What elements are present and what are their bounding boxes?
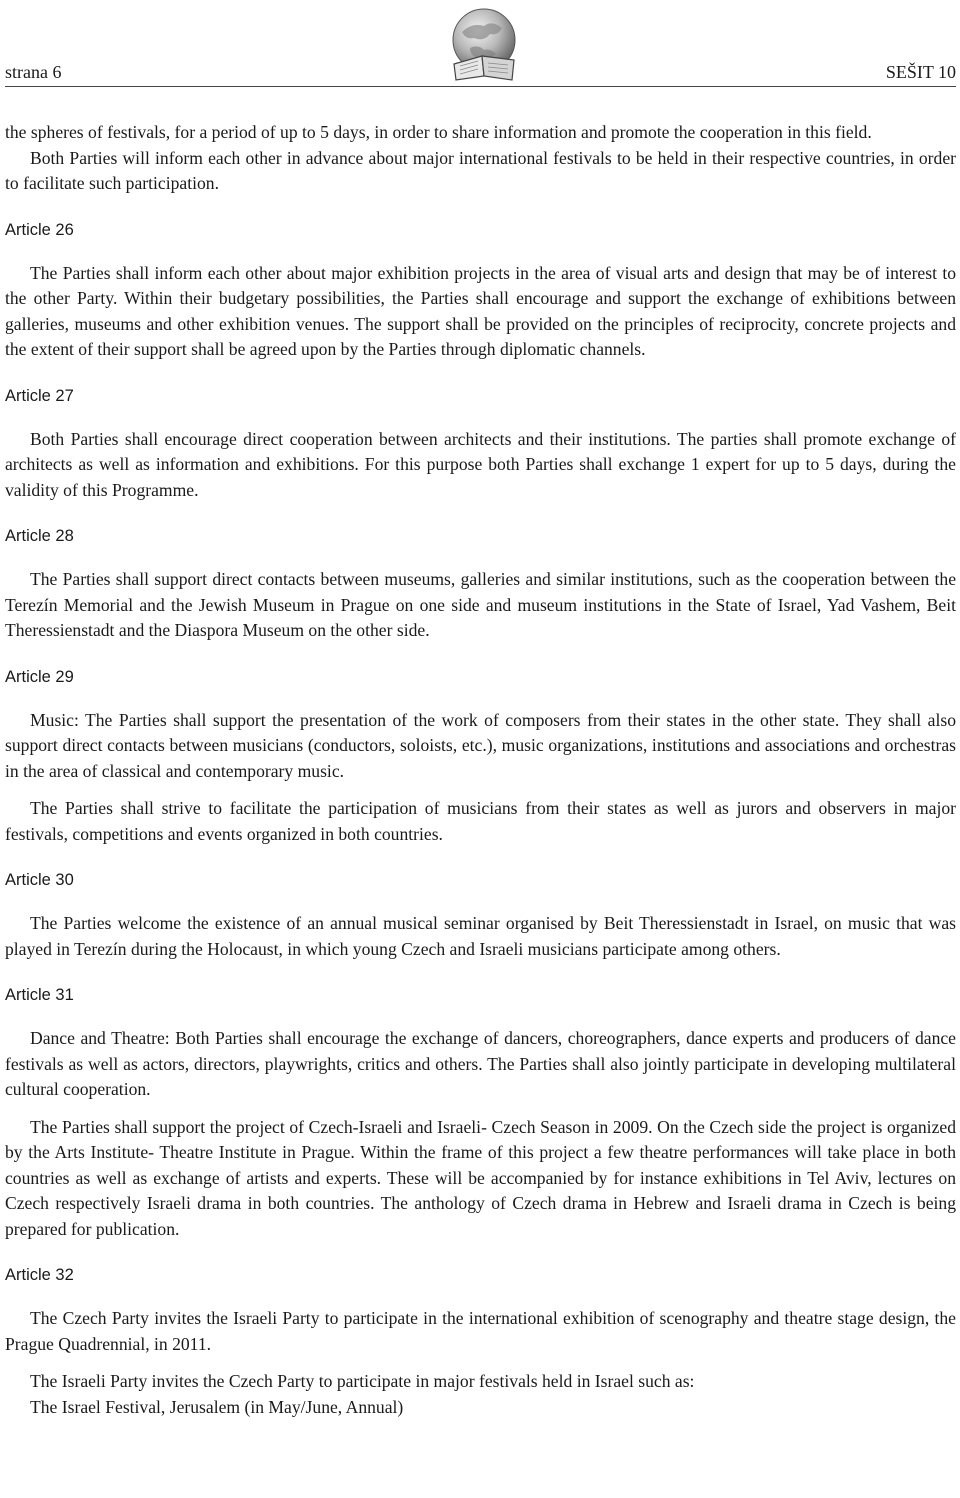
article-31 xyxy=(5,984,956,1242)
page-header xyxy=(5,58,956,87)
article-heading: Article 32 xyxy=(5,1266,74,1284)
article-29 xyxy=(5,666,956,848)
article-30 xyxy=(5,869,956,962)
article-heading: Article 28 xyxy=(5,527,74,545)
article-paragraph: The Parties welcome the existence of an annual musical seminar organised by Beit Theressienstadt in Israel, on music that was played in Terezín during the Holocaust, in which young Czech and Israeli musicians participate among others. xyxy=(5,913,956,959)
article-26 xyxy=(5,219,956,363)
article-paragraph: The Parties shall strive to facilitate the participation of musicians from their states as well as jurors and observers in major festivals, competitions and events organized in both countries. xyxy=(5,798,956,844)
article-paragraph: Both Parties shall encourage direct cooperation between architects and their institutions. The parties shall promote exchange of architects as well as information and exhibitions. For this purpose both Parties shall exchange 1 expert for up to 5 days, during the validity of this Programme. xyxy=(5,428,956,500)
article-paragraph: The Parties shall support the project of Czech-Israeli and Israeli- Czech Season in 2009. On the Czech side the project is organized by the Arts Institute- Theatre Institute in Prague. Within the frame of this project a few theatre performances will take place in both countries as well as exchange of artists and experts. These will be accompanied by for instance exhibitions in Tel Aviv, lectures on Czech respectively Israeli drama in both countries. The anthology of Czech drama in Hebrew and Israeli drama in Czech is being prepared for publication. xyxy=(5,1116,956,1239)
article-heading: Article 27 xyxy=(5,386,74,405)
article-heading: Article 30 xyxy=(5,871,74,889)
article-heading: Article 31 xyxy=(5,986,74,1004)
page-number: strana 6 xyxy=(5,62,62,82)
article-heading: Article 29 xyxy=(5,667,74,686)
article-heading: Article 26 xyxy=(5,220,74,239)
article-paragraph: The Czech Party invites the Israeli Party to participate in the international exhibition of scenography and theatre stage design, the Prague Quadrennial, in 2011. xyxy=(5,1308,956,1354)
intro-paragraph-1: the spheres of festivals, for a period of up to 5 days, in order to share information and promote the cooperation in this field. xyxy=(5,122,872,142)
article-paragraph: The Parties shall support direct contacts between museums, galleries and similar institutions, such as the cooperation between the Terezín Memorial and the Jewish Museum in Prague on one side and museum institutions in the State of Israel, Yad Vashem, Beit Theressienstadt and the Diaspora Museum on the other side. xyxy=(5,569,956,640)
intro-paragraph-2: Both Parties will inform each other in advance about major international festivals to be held in their respective countries, in order to facilitate such participation. xyxy=(5,147,956,193)
article-32 xyxy=(5,1264,956,1420)
issue-label: SEŠIT 10 xyxy=(885,62,956,82)
article-paragraph: The Israeli Party invites the Czech Party to participate in major festivals held in Israel such as: xyxy=(30,1371,695,1391)
article-28 xyxy=(5,525,956,644)
article-paragraph: Dance and Theatre: Both Parties shall encourage the exchange of dancers, choreographers, dance experts and producers of dance festivals as well as actors, directors, playwrights, critics and others. The Parties shall also jointly participate in developing multilateral cultural cooperation. xyxy=(5,1028,956,1099)
article-27 xyxy=(5,385,956,504)
article-paragraph: Music: The Parties shall support the presentation of the work of composers from their states in the other state. They shall also support direct contacts between musicians (conductors, soloists, etc.), music organizations, institutions and associations and orchestras in the area of classical and contemporary music. xyxy=(5,709,956,781)
article-paragraph: The Parties shall inform each other about major exhibition projects in the area of visual arts and design that may be of interest to the other Party. Within their budgetary possibilities, the Parties shall encourage and support the exchange of exhibitions between galleries, museums and other exhibition venues. The support shall be provided on the principles of reciprocity, concrete projects and the extent of their support shall be agreed upon by the Parties through diplomatic channels. xyxy=(5,262,956,359)
festival-list-item: The Israel Festival, Jerusalem (in May/June, Annual) xyxy=(30,1396,404,1417)
document-body xyxy=(5,120,956,1420)
